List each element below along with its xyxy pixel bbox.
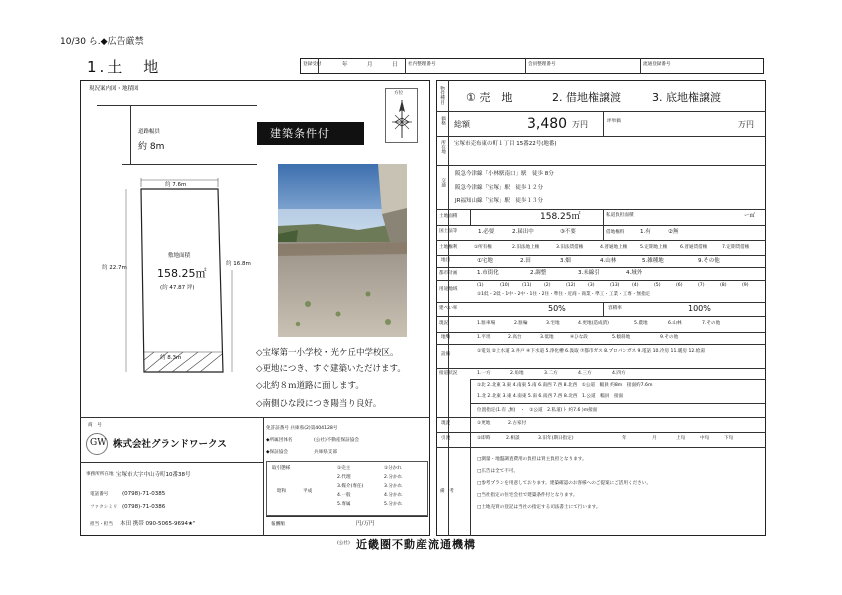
zoning-code-8: (4) [632, 283, 639, 288]
road-opt-1: 1.一方 [477, 371, 491, 376]
header-note: 10/30 ら.◆広告厳禁 [60, 37, 144, 47]
road-opt-4: 4.三方 [578, 371, 592, 376]
road-detail-1: ①北 2.北東 3.東 4.南東 5.南 6.南西 7.西 8.北西 ①公道 幅員 約8m 接面約7.6m [477, 383, 653, 388]
price-value: 3,480 [527, 116, 568, 132]
price-sub: 総額 [454, 120, 470, 129]
delivery-opt-4: 年 [622, 436, 627, 441]
access-line-1: 阪急今津線「小林駅南口」駅 徒歩 8分 [455, 171, 554, 177]
highlight-2: ◇更地につき、すぐ建築いただけます。 [256, 364, 406, 374]
delivery-opt-7: 中旬 [700, 436, 710, 441]
terrain-opt-4: ④ひな段 [570, 335, 588, 340]
rights-opt-4: 4.普通地上権 [600, 245, 628, 250]
zoning-code-12: (8) [720, 283, 727, 288]
section-title: 1.土 地 [87, 58, 162, 76]
landuse-opt-6: 6.山林 [668, 321, 682, 326]
terrain-opt-3: 3.低地 [540, 335, 554, 340]
category-opt-2: 2.田 [520, 258, 531, 264]
district-label: 都市計画 [439, 271, 458, 276]
zoning-code-2: (10) [500, 283, 510, 288]
land-area-label: 土地面積 [439, 214, 458, 219]
facilities-value: ①電気 ②上水道 3.井戸 ④下水道 5.浄化槽 6.汲取 ⑦都市ガス 8.プロパンガス 9.電話 10.冷房 11.暖房 12.給湯 [477, 349, 705, 354]
zoning-code-1: (1) [477, 283, 484, 288]
highlight-3: ◇北約８ｍ道路に面します。 [256, 381, 364, 391]
landuse-opt-4: 4.更地(造成済) [578, 321, 609, 326]
zoning-code-6: (3) [588, 283, 595, 288]
facilities-label: 設備 [441, 352, 451, 357]
type-opt-3: 3. 底地権譲渡 [652, 91, 721, 104]
road-label: 接道状況 [439, 371, 458, 376]
road-opt-5: 4.四方 [612, 371, 626, 376]
company-reg-label: 会員整理番号 [528, 62, 556, 67]
landuse-opt-3: 3.宅地 [546, 321, 560, 326]
delivery-opt-3: 3.旧年(期日指定) [538, 436, 574, 441]
zoning-code-9: (5) [654, 283, 661, 288]
landuse-opt-2: 2.駐輪 [514, 321, 528, 326]
status-opt-1: 1.必要 [478, 229, 495, 235]
transaction-sub-1: ①分かれ [384, 466, 402, 471]
type-label: 物件種目 [439, 86, 445, 105]
road-width-value: 約 8m [138, 142, 165, 152]
status-label: 国土法等 [439, 229, 458, 234]
category-opt-4: 4.山林 [600, 258, 617, 264]
compass-label: 方位 [394, 91, 404, 96]
delivery-opt-6: 上旬 [676, 436, 686, 441]
type-opt-2: 2. 借地権譲渡 [552, 91, 621, 104]
type-opt-1: ① 売 地 [466, 91, 513, 104]
status-opt-3: ③不要 [560, 229, 576, 235]
district-opt-1: 1.市街化 [477, 270, 499, 276]
tsubo-unit: 万円 [738, 120, 754, 129]
district-opt-4: 4.域外 [626, 270, 643, 276]
current-opt-1: ①更地 [477, 421, 491, 426]
remarks-label: 備 考 [440, 489, 454, 494]
company-role-label: 商 号 [88, 423, 102, 428]
terrain-opt-1: 1.平坦 [477, 335, 491, 340]
staff-label: 担当・担当 [90, 522, 113, 527]
remark-4: □当社指定の住宅会社で建築条件付となります。 [477, 493, 578, 498]
company-address: 宝塚市大字中山寺町10番38号 [116, 472, 191, 478]
col-b-label: 平成 [303, 489, 313, 494]
tsubo-label: 坪単価 [607, 119, 621, 124]
registry-day: 日 [392, 62, 398, 68]
footer-prefix: (公社) [337, 541, 350, 546]
land-area-value: 158.25㎡ [540, 212, 581, 222]
highlight-1: ◇宝塚第一小学校・光ケ丘中学校区。 [256, 348, 399, 358]
registry-label: 登録受付 [303, 62, 322, 67]
road-opt-2: 2.角地 [510, 371, 524, 376]
license-number: 免許証番号 兵庫県(2)第404128号 [266, 426, 338, 431]
assoc2-label: ◆保証協会 [266, 450, 288, 455]
delivery-opt-1: ①即時 [477, 436, 491, 441]
tenancy-opt-2: ②無 [668, 229, 679, 235]
area-sqm: 158.25㎡ [157, 267, 207, 280]
access-line-3: JR福知山線「宝塚」駅 徒歩１３分 [455, 198, 543, 204]
price-label: 価格 [440, 116, 446, 126]
remark-2: □広告は全て不可。 [477, 469, 519, 474]
transaction-label: 取引態様 [272, 466, 291, 471]
transaction-sub-5: 5.分かれ [384, 502, 403, 507]
private-road-label: 私道負担面積 [606, 213, 634, 218]
terrain-opt-5: 5.傾斜地 [612, 335, 631, 340]
assoc-label: ◆所属団体名 [266, 438, 293, 443]
zoning-code-3: (11) [522, 283, 532, 288]
district-opt-3: 3.未線引 [578, 270, 600, 276]
transaction-sub-2: 2.分かれ [384, 475, 403, 480]
spec-table [436, 80, 766, 536]
zoning-code-11: (7) [698, 283, 705, 288]
delivery-opt-8: 下旬 [724, 436, 734, 441]
area-tsubo: (約 47.87 坪) [160, 285, 195, 291]
current-opt-2: 2.古家付 [508, 421, 527, 426]
internal-no-label: 社内整理番号 [408, 62, 436, 67]
zoning-code-13: (9) [742, 283, 749, 288]
fax-label: ファクシミリ [90, 505, 118, 510]
fee-value: 円/万円 [356, 521, 375, 527]
zoning-label: 用途地域 [439, 287, 458, 292]
category-label: 地目 [441, 258, 451, 263]
transaction-opt-4: 4.一般 [337, 493, 351, 498]
bottom-dimension: 約 8.3m [160, 355, 182, 361]
landuse-opt-7: 7.その他 [702, 321, 721, 326]
phone-label: 電話番号 [90, 492, 109, 497]
location-value: 宝塚市売布東の町１丁目 15番22号(地番) [454, 141, 557, 147]
highlight-4: ◇南側ひな段につき陽当り良好。 [256, 399, 382, 409]
col-a-label: 昭和 [277, 489, 287, 494]
far-value: 100% [688, 304, 711, 313]
bcr-label: 建ぺい率 [439, 306, 458, 311]
category-opt-6: 9.その他 [698, 258, 720, 264]
road-note: 位置指定(1.有 ,無) ・ ①公道 2.私道(ト 約7.6 )m接面 [477, 408, 598, 413]
landuse-opt-1: 1.駐車場 [477, 321, 496, 326]
zoning-code-7: (13) [610, 283, 620, 288]
rights-opt-6: 6.普通賃借権 [680, 245, 708, 250]
remark-3: □参考プランを用意しております。建築確認のお客様へのご提案にご活用ください。 [477, 481, 651, 486]
tenancy-opt-1: 1.有 [640, 229, 651, 235]
landuse-opt-5: 5.農地 [634, 321, 648, 326]
category-opt-1: ①宅地 [477, 258, 493, 264]
office-label: 事務所所在地 [86, 472, 114, 477]
transaction-opt-2: 2.代理 [337, 475, 351, 480]
access-label: 交通 [440, 178, 446, 188]
terrain-opt-2: 2.高台 [508, 335, 522, 340]
zoning-names: ①1低・2低・1中・2中・1住・2住・準住・近商・商業・準工・工業・工専・無指定 [477, 292, 651, 297]
current-label: 現況 [441, 421, 451, 426]
rights-opt-1: ①所有権 [474, 245, 492, 250]
rights-opt-3: 3.旧法賃借権 [556, 245, 584, 250]
road-detail-2: 1.北 2.北東 3.東 4.南東 5.南 6.南西 7.西 8.北西 1.公道 幅員 接面 [477, 394, 624, 399]
road-width-label: 道路幅員 [138, 129, 161, 135]
delivery-label: 引渡 [441, 436, 451, 441]
transaction-opt-3: 3.媒介(専任) [337, 484, 364, 489]
building-condition-text: 建築条件付 [270, 127, 330, 140]
company-phone: (0798)-71-0385 [122, 491, 166, 497]
tenancy-label: 借地権料 [606, 230, 625, 235]
company-name: 株式会社グランドワークス [113, 439, 227, 450]
assoc2-name: 兵庫県支部 [314, 450, 337, 455]
transaction-opt-1: ①売主 [337, 466, 351, 471]
assoc-name: (公社)不動産保証協会 [314, 438, 359, 443]
private-road-value: ー㎡ [744, 213, 756, 219]
company-fax: (0798)-71-0386 [122, 504, 166, 510]
terrain-label: 地勢 [441, 335, 451, 340]
zoning-code-4: (2) [544, 283, 551, 288]
access-line-2: 阪急今津線「宝塚」駅 徒歩１２分 [455, 185, 544, 191]
far-label: 容積率 [608, 306, 622, 311]
compass-rose-icon [389, 98, 415, 140]
zoning-code-5: (12) [566, 283, 576, 288]
top-dimension: 約 7.6m [165, 182, 187, 188]
left-dimension: 約 22.7m [102, 265, 127, 271]
transaction-sub-4: 4.分かれ [384, 493, 403, 498]
category-opt-5: 5.雑種地 [642, 258, 664, 264]
right-dimension: 約 16.8m [226, 261, 251, 267]
site-photo [278, 164, 407, 337]
fee-label: 報酬額 [271, 522, 285, 527]
registry-year: 年 [342, 62, 348, 68]
district-opt-2: 2.調整 [530, 270, 547, 276]
rights-opt-2: 2.旧法地上権 [512, 245, 540, 250]
circulation-reg-label: 流通登録番号 [643, 62, 671, 67]
transaction-sub-3: 3.分かれ [384, 484, 403, 489]
area-label: 敷地面積 [168, 253, 191, 259]
bcr-value: 50% [548, 304, 566, 313]
transaction-opt-5: 5.専属 [337, 502, 351, 507]
footer-brand: 近畿圏不動産流通機構 [356, 538, 476, 551]
location-label: 所在地 [440, 140, 446, 154]
remark-5: □土地売買の登記は当社の指定する司法書士にて行います。 [477, 505, 601, 510]
rights-opt-5: 5.定期地上権 [640, 245, 668, 250]
category-opt-3: 3.畑 [560, 258, 571, 264]
road-opt-3: 3.二方 [544, 371, 558, 376]
registry-month: 月 [367, 62, 373, 68]
delivery-opt-2: 2.相談 [506, 436, 520, 441]
rights-label: 土地権利 [439, 245, 458, 250]
status-opt-2: 2.届出中 [512, 229, 534, 235]
map-title: 現況案内図・地積図 [89, 86, 139, 92]
price-unit: 万円 [572, 120, 588, 129]
company-logo-text: GW [90, 438, 107, 448]
delivery-opt-5: 月 [652, 436, 657, 441]
landuse-label: 現況 [439, 321, 449, 326]
terrain-opt-6: 9.その他 [660, 335, 679, 340]
remark-1: □測量・地盤調査費用の負担は買主負担となります。 [477, 457, 587, 462]
rights-opt-7: 7.定期賃借権 [722, 245, 750, 250]
company-staff: 本田 携帯 090-5065-9694★" [120, 521, 196, 527]
zoning-code-10: (6) [676, 283, 683, 288]
